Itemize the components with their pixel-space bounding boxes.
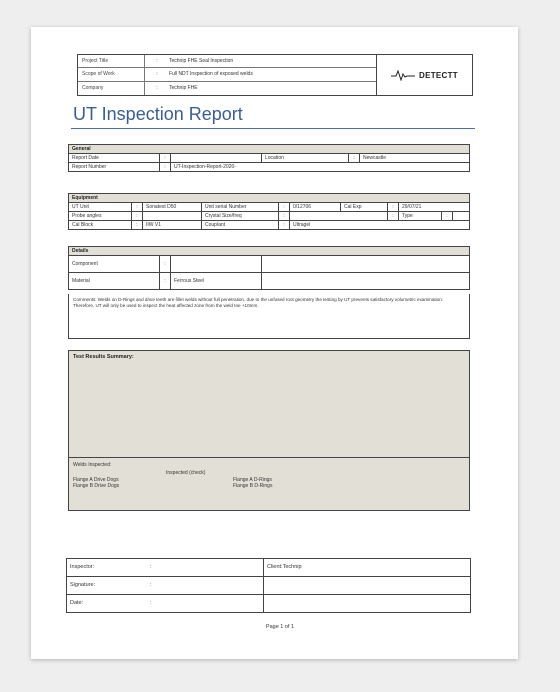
- company-row: [78, 82, 376, 95]
- weld-item: Flange B Drive Dogs: [73, 483, 120, 489]
- location-value: Newcastle: [360, 154, 470, 163]
- crystal-label: Crystal Size/freq: [202, 212, 279, 221]
- title-divider: [71, 128, 475, 129]
- report-date-value: [171, 154, 262, 163]
- report-number-value: UT-Inspection-Report-2020-: [171, 163, 470, 172]
- company-logo: [377, 55, 472, 95]
- company-label: Company: [78, 82, 145, 95]
- report-number-label: Report Number: [69, 163, 160, 172]
- general-table: [68, 144, 470, 172]
- component-value: [171, 256, 262, 273]
- scope-value: Full NDT Inspection of exposed welds: [169, 71, 253, 78]
- client-signature-field: [264, 577, 471, 595]
- page-title: UT Inspection Report: [73, 104, 243, 124]
- weld-item: Flange A D-Rings: [233, 477, 272, 483]
- probe-angles-label: Probe angles: [69, 212, 132, 221]
- cal-exp-label: Cal Exp: [341, 203, 388, 212]
- couplant-value: Ultragel: [290, 221, 470, 230]
- separator: :: [279, 203, 290, 212]
- client-label: Client:Technip: [264, 559, 471, 577]
- separator: :: [156, 84, 158, 91]
- signature-label: Signature:: [67, 577, 148, 595]
- separator: :: [156, 71, 158, 78]
- separator: :: [160, 163, 171, 172]
- type-label: Type: [399, 212, 442, 221]
- component-extra: [262, 256, 470, 273]
- separator: :: [388, 203, 399, 212]
- separator: :: [279, 212, 290, 221]
- cal-block-value: IIW V1: [143, 221, 202, 230]
- ut-unit-label: UT Unit: [69, 203, 132, 212]
- header-info: [78, 55, 377, 95]
- separator: :: [160, 154, 171, 163]
- welds-inspected-label: Welds Inspected:: [73, 462, 112, 468]
- weld-item: Flange B D-Rings: [233, 483, 273, 489]
- inspected-check-label: Inspected (check): [166, 470, 206, 476]
- separator: :: [132, 212, 143, 221]
- separator: :: [388, 212, 399, 221]
- type-value: [453, 212, 470, 221]
- inspector-label: Inspector:: [67, 559, 148, 577]
- material-value: Ferrous Steel: [171, 273, 262, 290]
- equipment-section-header: Equipment: [69, 194, 470, 203]
- separator: :: [160, 273, 171, 290]
- crystal-value: [290, 212, 388, 221]
- cal-block-label: Cal Block: [69, 221, 132, 230]
- probe-angles-value: [143, 212, 202, 221]
- comments-text: Comments: Welds on D-Rings and drive teeth are fillet welds without full penetration, due to the unfused root geometry the testing by UT prevents satisfactory volumetric examination. Therefore, UT will only be used to inspect the heat affected zone from the weld toe +10mm.: [68, 294, 470, 339]
- results-heading: Test Results Summary:: [73, 354, 134, 360]
- general-section-header: General: [69, 145, 470, 154]
- project-title-row: [78, 55, 376, 68]
- separator: :: [279, 221, 290, 230]
- material-extra: [262, 273, 470, 290]
- scope-label: Scope of Work: [78, 68, 145, 80]
- equipment-table: [68, 193, 470, 230]
- project-title-label: Project Title: [78, 55, 145, 67]
- waveform-icon: [391, 69, 415, 81]
- couplant-label: Couplant: [202, 221, 279, 230]
- test-results-panel: [68, 350, 470, 511]
- separator: :: [147, 559, 264, 577]
- welds-inspected-section: [69, 457, 469, 512]
- separator: :: [132, 203, 143, 212]
- separator: :: [160, 256, 171, 273]
- date-label: Date:: [67, 595, 148, 613]
- serial-label: Unit serial Number: [202, 203, 279, 212]
- details-table: [68, 246, 470, 290]
- cal-exp-value: 29/07/21: [399, 203, 470, 212]
- logo-text: DETECTT: [419, 70, 458, 80]
- serial-value: 0/12706: [290, 203, 341, 212]
- separator: :: [147, 595, 264, 613]
- project-title-value: Technip FHE Seal Inspection: [169, 58, 234, 64]
- scope-row: [78, 68, 376, 81]
- signoff-table: [66, 558, 471, 613]
- separator: :: [132, 221, 143, 230]
- separator: :: [442, 212, 453, 221]
- material-label: Material: [69, 273, 160, 290]
- page-number: Page 1 of 1: [265, 624, 295, 630]
- ut-unit-value: Sonatest D50: [143, 203, 202, 212]
- weld-item: Flange A Drive Dogs: [73, 477, 119, 483]
- location-label: Location: [262, 154, 349, 163]
- document-header: [77, 54, 473, 96]
- company-value: Technip FHE: [169, 84, 198, 91]
- component-label: Component: [69, 256, 160, 273]
- client-date-field: [264, 595, 471, 613]
- separator: :: [349, 154, 360, 163]
- separator: :: [156, 58, 158, 64]
- details-section-header: Details: [69, 247, 470, 256]
- separator: :: [147, 577, 264, 595]
- report-date-label: Report Date: [69, 154, 160, 163]
